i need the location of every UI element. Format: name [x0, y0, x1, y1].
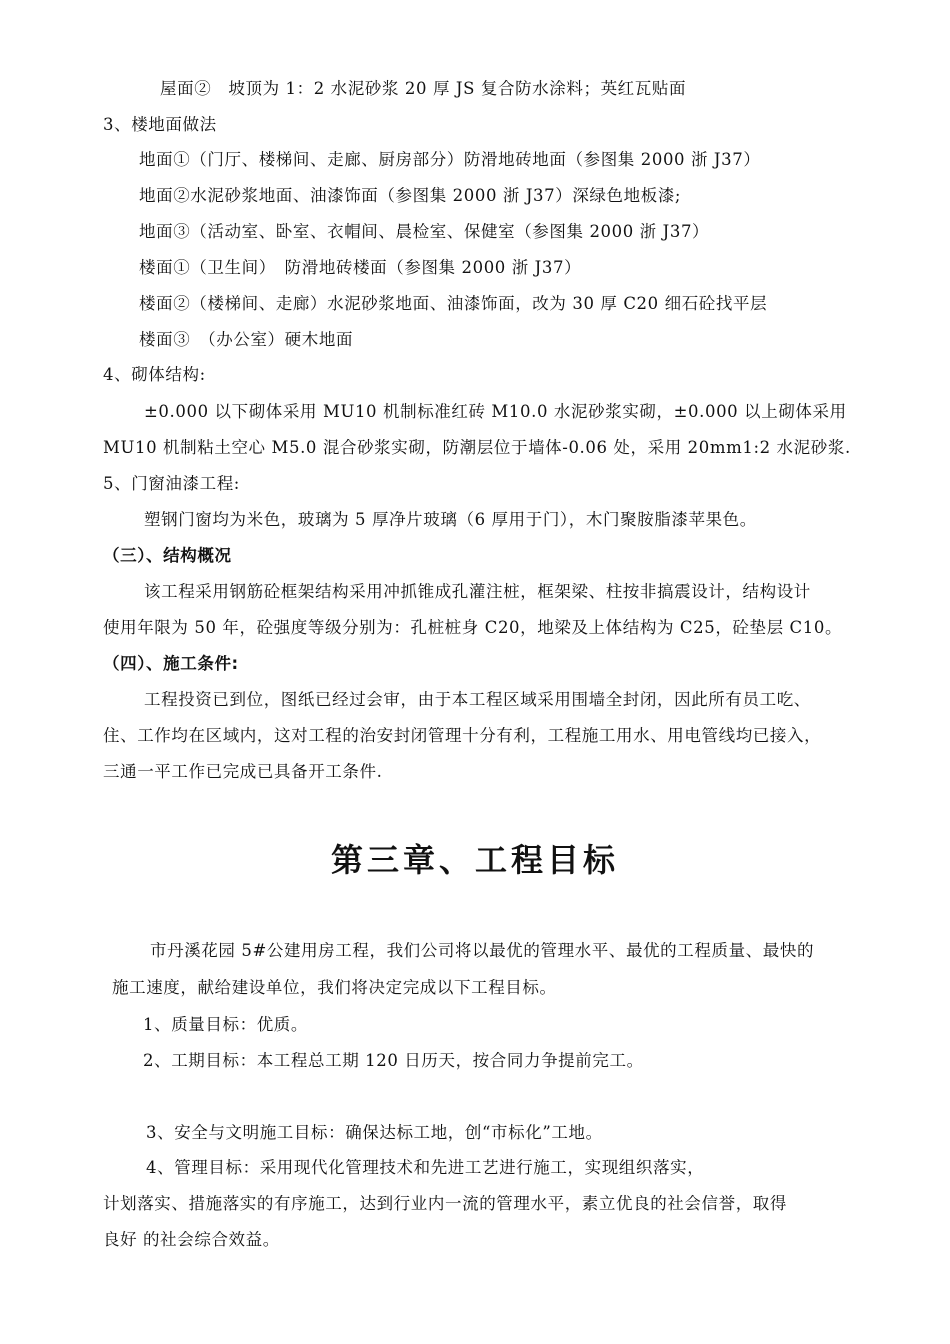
section-heading-conditions: （四）、施工条件:: [103, 654, 239, 673]
floor-spec-line: 楼面②（楼梯间、走廊）水泥砂浆地面、油漆饰面，改为 30 厚 C20 细石砼找平层: [139, 294, 768, 313]
section-heading-structure: （三）、结构概况: [103, 546, 232, 565]
floor-spec-line: 楼面①（卫生间） 防滑地砖楼面（参图集 2000 浙 J37）: [139, 258, 582, 277]
paragraph-line: 该工程采用钢筋砼框架结构采用冲抓锥成孔灌注桩，框架梁、柱按非搞震设计，结构设计: [144, 582, 811, 601]
paragraph-line: 计划落实、措施落实的有序施工，达到行业内一流的管理水平，素立优良的社会信誉，取得: [103, 1194, 787, 1213]
floor-spec-line: 地面②水泥砂浆地面、油漆饰面（参图集 2000 浙 J37）深绿色地板漆;: [139, 186, 682, 205]
section-heading-floor-methods: 3、楼地面做法: [103, 115, 217, 134]
paragraph-line: 市丹溪花园 5#公建用房工程，我们公司将以最优的管理水平、最优的工程质量、最快的: [150, 941, 815, 960]
paragraph-line: 工程投资已到位，图纸已经过会审，由于本工程区域采用围墙全封闭，因此所有员工吃、: [144, 690, 811, 709]
goal-item: 1、质量目标：优质。: [143, 1015, 308, 1034]
paragraph-line: 三通一平工作已完成已具备开工条件.: [103, 762, 383, 781]
section-heading-doors-windows: 5、门窗油漆工程:: [103, 474, 240, 493]
paragraph-line: MU10 机制粘土空心 M5.0 混合砂浆实砌，防潮层位于墙体-0.06 处，采用 20mm1:2 水泥砂浆.: [103, 438, 851, 457]
floor-spec-line: 地面③（活动室、卧室、衣帽间、晨检室、保健室（参图集 2000 浙 J37）: [139, 222, 710, 241]
goal-item: 2、工期目标：本工程总工期 120 日历天，按合同力争提前完工。: [143, 1051, 644, 1070]
paragraph-line: 良好 的社会综合效益。: [103, 1230, 280, 1249]
floor-spec-line: 地面①（门厅、楼梯间、走廊、厨房部分）防滑地砖地面（参图集 2000 浙 J37）: [139, 150, 761, 169]
roof-spec-line: 屋面② 坡顶为 1：2 水泥砂浆 20 厚 JS 复合防水涂料；英红瓦贴面: [160, 79, 687, 98]
paragraph-line: 住、工作均在区域内，这对工程的治安封闭管理十分有利，工程施工用水、用电管线均已接入，: [103, 726, 822, 745]
goal-item: 4、管理目标：采用现代化管理技术和先进工艺进行施工，实现组织落实，: [146, 1158, 705, 1177]
paragraph-line: 使用年限为 50 年，砼强度等级分别为：孔桩桩身 C20，地梁及上体结构为 C25，砼垫层 C10。: [103, 618, 843, 637]
floor-spec-line: 楼面③ （办公室）硬木地面: [139, 330, 354, 349]
goal-item: 3、安全与文明施工目标：确保达标工地，创“市标化”工地。: [146, 1123, 603, 1142]
paragraph-line: 施工速度，献给建设单位，我们将决定完成以下工程目标。: [112, 978, 557, 997]
paragraph-line: 塑钢门窗均为米色，玻璃为 5 厚净片玻璃（6 厚用于门），木门聚胺脂漆苹果色。: [144, 510, 757, 529]
section-heading-masonry: 4、砌体结构:: [103, 365, 206, 384]
chapter-title: 第三章、工程目标: [330, 841, 619, 879]
paragraph-line: ±0.000 以下砌体采用 MU10 机制标准红砖 M10.0 水泥砂浆实砌，±0.000 以上砌体采用: [144, 402, 847, 421]
